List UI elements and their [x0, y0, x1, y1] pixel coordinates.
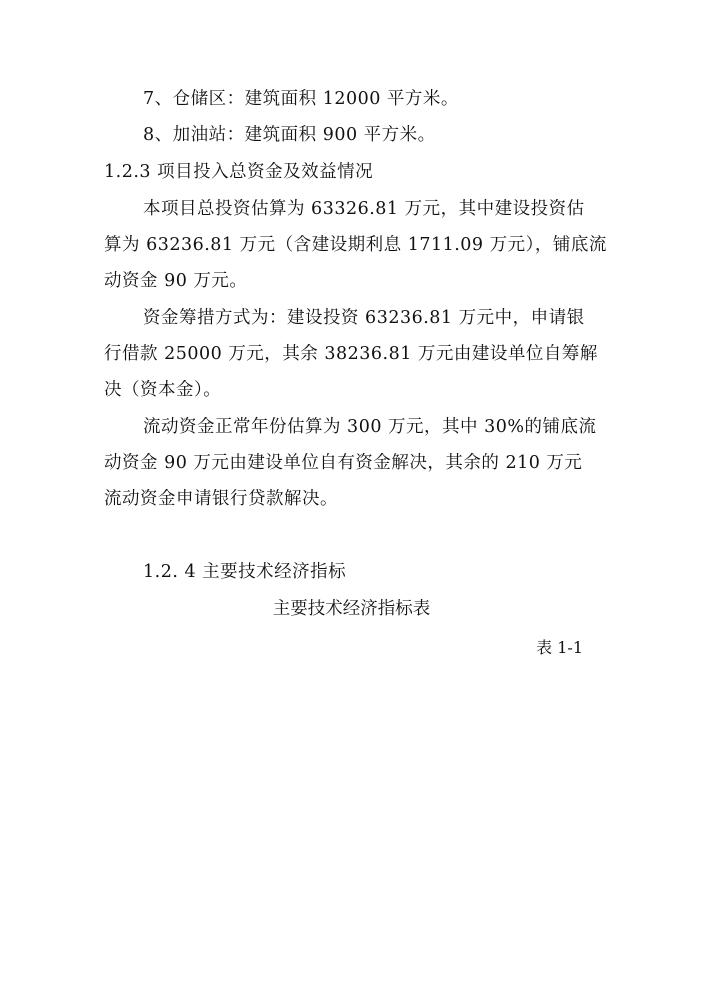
- paragraph-investment-line-2: 算为 63236.81 万元（含建设期利息 1711.09 万元），铺底流: [104, 235, 607, 255]
- table-title: 主要技术经济指标表: [272, 599, 431, 619]
- paragraph-financing-line-2: 行借款 25000 万元，其余 38236.81 万元由建设单位自筹解: [104, 344, 598, 364]
- paragraph-investment-line-3: 动资金 90 万元。: [104, 271, 248, 291]
- section-heading-indicators: 1.2. 4 主要技术经济指标: [143, 562, 347, 582]
- paragraph-working-capital-line-2: 动资金 90 万元由建设单位自有资金解决，其余的 210 万元: [104, 453, 583, 473]
- section-heading-investment: 1.2.3 项目投入总资金及效益情况: [104, 162, 374, 182]
- paragraph-working-capital-line-3: 流动资金申请银行贷款解决。: [104, 489, 338, 509]
- paragraph-financing-line-3: 决（资本金）。: [104, 380, 222, 400]
- list-item-warehouse: 7、仓储区：建筑面积 12000 平方米。: [143, 89, 459, 109]
- paragraph-financing-line-1: 资金筹措方式为：建设投资 63236.81 万元中，申请银: [143, 308, 585, 328]
- table-number: 表 1-1: [536, 638, 583, 657]
- paragraph-investment-line-1: 本项目总投资估算为 63326.81 万元，其中建设投资估: [143, 199, 585, 219]
- paragraph-working-capital-line-1: 流动资金正常年份估算为 300 万元，其中 30%的铺底流: [143, 417, 597, 437]
- list-item-gas-station: 8、加油站：建筑面积 900 平方米。: [143, 125, 436, 145]
